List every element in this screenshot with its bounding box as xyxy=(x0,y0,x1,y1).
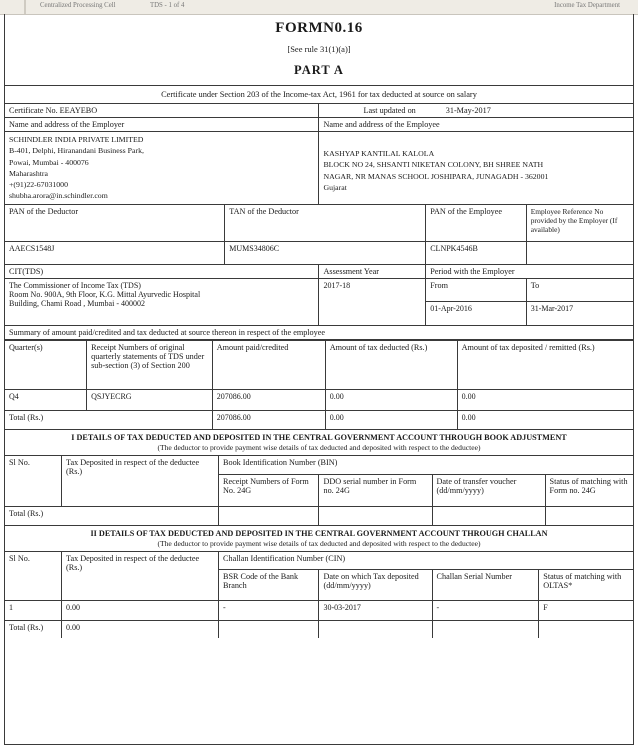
form-grid xyxy=(5,103,633,340)
last-updated-cell xyxy=(319,104,633,118)
cit-period-label-row xyxy=(5,278,633,302)
section-ii-col-bsr-code: BSR Code of the Bank Branch xyxy=(219,570,319,600)
summary-quarter-value: Q4 xyxy=(5,389,87,410)
section-ii-tax-deposited-value: 0.00 xyxy=(62,600,219,620)
cit-header-row xyxy=(5,264,633,278)
certificate-statement: Certificate under Section 203 of the Income-tax Act, 1961 for tax deducted at source on salary xyxy=(161,90,477,99)
summary-header-row xyxy=(5,340,633,389)
last-updated-label: Last updated on xyxy=(363,106,416,115)
summary-col-receipt: Receipt Numbers of original quarterly statements of TDS under sub-section (3) of Section 200 xyxy=(87,340,213,389)
section-ii-col-slno: Sl No. xyxy=(5,551,62,600)
scanned-header-strip xyxy=(0,0,638,15)
section-ii-col-oltas-status: Status of matching with OLTAS* xyxy=(539,570,633,600)
summary-table xyxy=(5,340,633,430)
section-ii-table xyxy=(5,551,633,638)
summary-total-tax-deposited: 0.00 xyxy=(457,410,633,429)
section-i-col-ddo-serial: DDO serial number in Form no. 24G xyxy=(319,475,432,507)
summary-heading-row xyxy=(5,325,633,339)
section-ii-date-value: 30-03-2017 xyxy=(319,600,432,620)
cit-label: CIT(TDS) xyxy=(5,264,319,278)
summary-heading: Summary of amount paid/credited and tax deducted at source thereon in respect of the employee xyxy=(5,325,633,339)
employee-line2: NAGAR, NR MANAS SCHOOL JOSHIPARA, JUNAGADH - 362001 xyxy=(323,171,549,181)
employer-address-cell xyxy=(5,132,319,205)
employer-phone: +(91)22-67031000 xyxy=(9,180,68,190)
section-i-note: (The deductor to provide payment wise details of tax deducted and deposited with respect to the deductee) xyxy=(157,442,481,452)
section-ii-col-tax-deposited: Tax Deposited in respect of the deductee (Rs.) xyxy=(62,551,219,600)
section-ii-data-row xyxy=(5,600,633,620)
period-to-label: To xyxy=(526,278,633,302)
form-title: FORMN0.16 xyxy=(275,20,363,36)
section-i-col-receipt-24g: Receipt Numbers of Form No. 24G xyxy=(219,475,319,507)
section-ii-total-blank-2 xyxy=(319,620,432,638)
period-from-value: 01-Apr-2016 xyxy=(426,302,526,326)
section-i-table xyxy=(5,455,633,526)
last-updated-value: 31-May-2017 xyxy=(445,106,491,115)
id-header-row xyxy=(5,204,633,241)
assessment-year-label: Assessment Year xyxy=(319,264,426,278)
section-ii-slno-value: 1 xyxy=(5,600,62,620)
summary-col-amount-paid: Amount paid/credited xyxy=(212,340,325,389)
section-i-bin-header: Book Identification Number (BIN) xyxy=(219,455,633,474)
section-ii-note: (The deductor to provide payment wise details of tax deducted and deposited with respect to the deductee) xyxy=(157,538,481,548)
employee-name: KASHYAP KANTILAL KALOLA xyxy=(323,149,435,158)
employee-line1: BLOCK NO 24, SHSANTI NIKETAN COLONY, BH SHREE NATH xyxy=(323,160,544,170)
section-i-total-value xyxy=(219,506,319,525)
see-rule-text: [See rule 31(1)(a)] xyxy=(287,44,351,54)
section-ii-cin-header: Challan Identification Number (CIN) xyxy=(219,551,633,570)
employee-reference-label: Employee Reference No provided by the Employer (If available) xyxy=(526,204,633,241)
period-to-value: 31-Mar-2017 xyxy=(526,302,633,326)
cit-line2: Room No. 900A, 9th Floor, K.G. Mittal Ayurvedic Hospital xyxy=(9,289,201,299)
employee-address-cell xyxy=(319,132,633,205)
tan-deductor-label: TAN of the Deductor xyxy=(225,204,426,241)
summary-receipt-value: QSJYECRG xyxy=(87,389,213,410)
employee-reference-value xyxy=(526,241,633,264)
section-ii-serial-value: - xyxy=(432,600,539,620)
employer-line2: Powai, Mumbai - 400076 xyxy=(9,157,89,167)
summary-col-tax-deducted: Amount of tax deducted (Rs.) xyxy=(325,340,457,389)
summary-tax-deducted-value: 0.00 xyxy=(325,389,457,410)
period-from-label: From xyxy=(426,278,526,302)
employee-header: Name and address of the Employee xyxy=(319,118,633,132)
pan-employee-label: PAN of the Employee xyxy=(426,204,526,241)
strip-right-text: Income Tax Department xyxy=(554,2,620,9)
section-ii-bsr-value: - xyxy=(219,600,319,620)
summary-total-amount-paid: 207086.00 xyxy=(212,410,325,429)
section-i-total-blank-1 xyxy=(319,506,432,525)
section-ii-total-value: 0.00 xyxy=(62,620,219,638)
summary-amount-paid-value: 207086.00 xyxy=(212,389,325,410)
certificate-number-value: EEAYEBO xyxy=(59,106,98,115)
cit-line1: The Commissioner of Income Tax (TDS) xyxy=(9,280,141,290)
section-ii-total-blank-4 xyxy=(539,620,633,638)
employer-header: Name and address of the Employer xyxy=(5,118,319,132)
summary-col-tax-deposited: Amount of tax deposited / remitted (Rs.) xyxy=(457,340,633,389)
strip-left-text: Centralized Processing Cell xyxy=(40,2,116,9)
cit-line3: Building, Chami Road , Mumbai - 400002 xyxy=(9,298,145,308)
employer-line1: B-401, Delphi, Hiranandani Business Park, xyxy=(9,146,144,156)
form-body xyxy=(4,14,634,745)
strip-divider xyxy=(24,0,26,14)
section-i-total-row xyxy=(5,506,633,525)
section-i-total-label: Total (Rs.) xyxy=(5,506,219,525)
certificate-number-cell xyxy=(5,104,319,118)
strip-mid-text: TDS - 1 of 4 xyxy=(150,2,185,9)
section-ii-oltas-value: F xyxy=(539,600,633,620)
section-i-total-blank-3 xyxy=(545,506,633,525)
pan-deductor-value: AAECS1548J xyxy=(5,241,225,264)
summary-data-row xyxy=(5,389,633,410)
employer-name: SCHINDLER INDIA PRIVATE LIMITED xyxy=(9,135,144,144)
summary-col-quarter: Quarter(s) xyxy=(5,340,87,389)
section-i-col-transfer-date: Date of transfer voucher (dd/mm/yyyy) xyxy=(432,475,545,507)
section-i-col-matching-status: Status of matching with Form no. 24G xyxy=(545,475,633,507)
section-ii-heading: II DETAILS OF TAX DEDUCTED AND DEPOSITED IN THE CENTRAL GOVERNMENT ACCOUNT THROUGH CHALLAN xyxy=(90,528,548,538)
section-ii-total-row xyxy=(5,620,633,638)
summary-total-tax-deducted: 0.00 xyxy=(325,410,457,429)
section-i-total-blank-2 xyxy=(432,506,545,525)
certificate-row xyxy=(5,104,633,118)
party-address-row xyxy=(5,132,633,205)
summary-tax-deposited-value: 0.00 xyxy=(457,389,633,410)
certificate-number-label: Certificate No. xyxy=(9,106,58,115)
section-ii-col-challan-serial: Challan Serial Number xyxy=(432,570,539,600)
assessment-year-value: 2017-18 xyxy=(319,278,426,325)
part-a-label: PART A xyxy=(294,63,344,77)
employer-line3: Maharashtra xyxy=(9,168,48,178)
tan-deductor-value: MUMS34806C xyxy=(225,241,426,264)
pan-employee-value: CLNPK4546B xyxy=(426,241,526,264)
section-ii-col-deposit-date: Date on which Tax deposited (dd/mm/yyyy) xyxy=(319,570,432,600)
period-label: Period with the Employer xyxy=(426,264,633,278)
section-ii-total-blank-3 xyxy=(432,620,539,638)
cit-address-cell xyxy=(5,278,319,325)
section-ii-total-blank-1 xyxy=(219,620,319,638)
employee-line3: Gujarat xyxy=(323,182,347,192)
summary-total-label: Total (Rs.) xyxy=(5,410,212,429)
section-i-bin-header-row xyxy=(5,455,633,474)
pan-deductor-label: PAN of the Deductor xyxy=(5,204,225,241)
summary-total-row xyxy=(5,410,633,429)
party-header-row xyxy=(5,118,633,132)
section-i-col-tax-deposited: Tax Deposited in respect of the deductee (Rs.) xyxy=(62,455,219,506)
employer-email: shubha.arora@in.schindler.com xyxy=(9,191,108,201)
section-ii-cin-header-row xyxy=(5,551,633,570)
section-i-heading: I DETAILS OF TAX DEDUCTED AND DEPOSITED IN THE CENTRAL GOVERNMENT ACCOUNT THROUGH BOOK ADJUSTMENT xyxy=(71,432,567,442)
id-value-row xyxy=(5,241,633,264)
section-i-col-slno: Sl No. xyxy=(5,455,62,506)
section-ii-total-label: Total (Rs.) xyxy=(5,620,62,638)
